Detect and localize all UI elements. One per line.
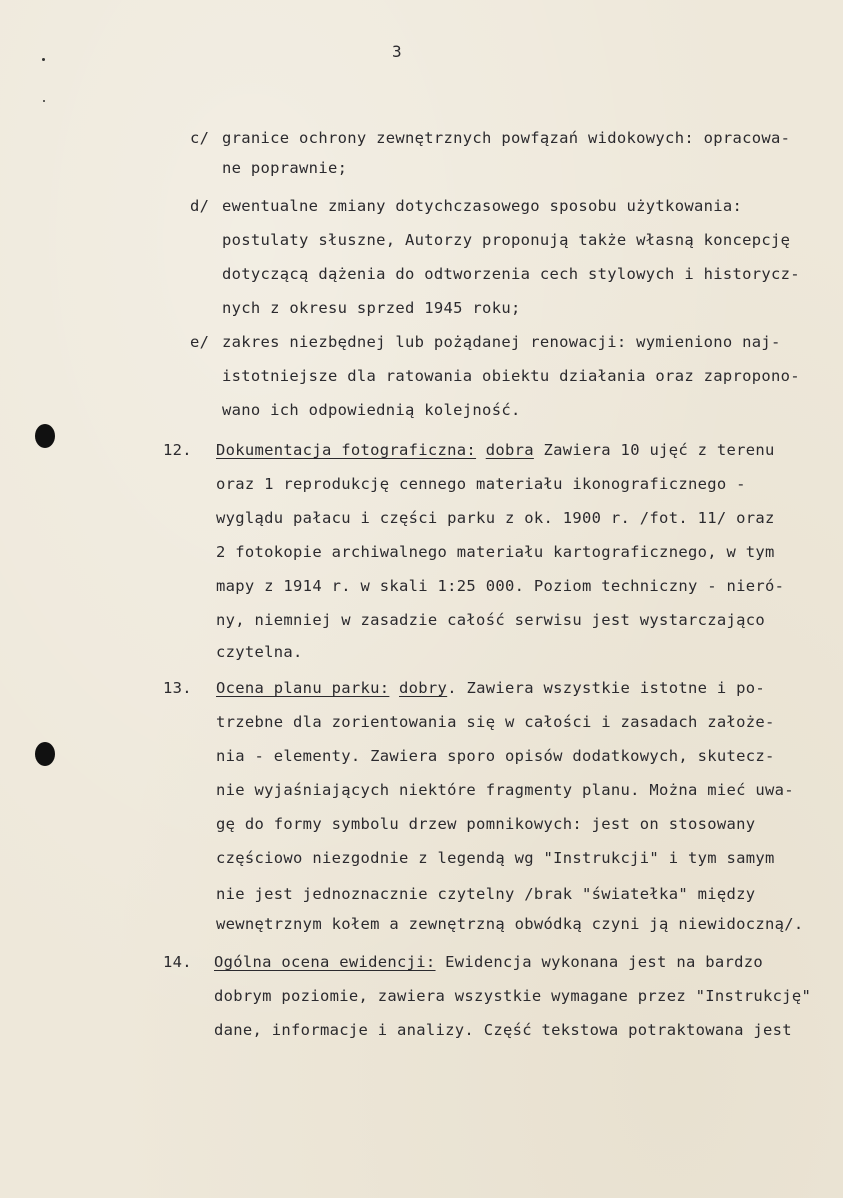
text-line [214, 952, 763, 972]
text-segment: nie wyjaśniających niektóre fragmenty planu. Można mieć uwa- [216, 781, 794, 799]
text-segment: istotniejsze dla ratowania obiektu działania oraz zapropono- [222, 367, 800, 385]
text-segment: zakres niezbędnej lub pożądanej renowacji: wymieniono naj- [222, 333, 781, 351]
text-segment: granice ochrony zewnętrznych powfązań widokowych: opracowa- [222, 129, 791, 147]
text-segment: wano ich odpowiednią kolejność. [222, 401, 521, 419]
text-line [216, 914, 804, 934]
text-segment: częściowo niezgodnie z legendą wg "Instrukcji" i tym samym [216, 849, 775, 867]
text-segment: 2 fotokopie archiwalnego materiału kartograficznego, w tym [216, 543, 775, 561]
text-segment: . Zawiera wszystkie istotne i po- [447, 679, 766, 697]
text-line [216, 678, 765, 698]
text-segment: nia - elementy. Zawiera sporo opisów dodatkowych, skutecz- [216, 747, 775, 765]
text-segment: dobrym poziomie, zawiera wszystkie wymagane przez "Instrukcję" [214, 987, 812, 1005]
underlined-heading: Ogólna ocena ewidencji: [214, 953, 436, 971]
text-line [222, 196, 742, 216]
text-line [216, 848, 775, 868]
text-line [216, 440, 775, 460]
text-segment [389, 679, 399, 697]
text-line [216, 642, 303, 662]
text-segment: nych z okresu sprzed 1945 roku; [222, 299, 521, 317]
text-segment: Zawiera 10 ujęć z terenu [533, 441, 775, 459]
text-segment: wewnętrznym kołem a zewnętrzną obwódką czyni ją niewidoczną/. [216, 915, 804, 933]
item-marker: e/ [190, 333, 210, 351]
item-marker: c/ [190, 129, 210, 147]
text-line [216, 474, 746, 494]
text-line [222, 230, 790, 250]
text-line [216, 814, 755, 834]
text-segment: trzebne dla zorientowania się w całości i zasadach założe- [216, 713, 775, 731]
text-segment: ny, niemniej w zasadzie całość serwisu jest wystarczająco [216, 611, 766, 629]
text-line [222, 264, 800, 284]
text-line [222, 158, 347, 178]
text-line [216, 542, 775, 562]
text-line [222, 366, 800, 386]
punch-hole-top [35, 424, 55, 448]
punch-hole-bottom [35, 742, 55, 766]
item-marker: 14. [163, 953, 192, 971]
text-segment: oraz 1 reprodukcję cennego materiału ikonograficznego - [216, 475, 746, 493]
text-segment [476, 441, 486, 459]
text-line [222, 400, 521, 420]
underlined-heading: Ocena planu parku: [216, 679, 390, 697]
text-segment: ewentualne zmiany dotychczasowego sposobu użytkowania: [222, 197, 743, 215]
text-line [222, 332, 781, 352]
text-line [216, 576, 784, 596]
text-segment: ne poprawnie; [222, 159, 348, 177]
page-number: 3 [392, 42, 403, 61]
underlined-heading: dobry [399, 679, 448, 697]
text-segment: gę do formy symbolu drzew pomnikowych: jest on stosowany [216, 815, 756, 833]
text-segment: dotyczącą dążenia do odtworzenia cech stylowych i historycz- [222, 265, 800, 283]
text-line [216, 884, 755, 904]
text-line [216, 746, 775, 766]
text-line [216, 780, 794, 800]
text-line [214, 1020, 792, 1040]
text-line [214, 986, 811, 1006]
text-segment: wyglądu pałacu i części parku z ok. 1900 r. /fot. 11/ oraz [216, 509, 775, 527]
text-line [222, 128, 790, 148]
text-line [216, 610, 765, 630]
paper-speck [43, 100, 45, 102]
paper-speck [42, 58, 45, 61]
text-line [216, 712, 775, 732]
text-segment: Ewidencja wykonana jest na bardzo [435, 953, 764, 971]
item-marker: d/ [190, 197, 210, 215]
text-segment: czytelna. [216, 643, 303, 661]
underlined-heading: Dokumentacja fotograficzna: [216, 441, 477, 459]
underlined-heading: dobra [485, 441, 534, 459]
text-segment: mapy z 1914 r. w skali 1:25 000. Poziom techniczny - nieró- [216, 577, 785, 595]
text-segment: postulaty słuszne, Autorzy proponują także własną koncepcję [222, 231, 791, 249]
text-line [216, 508, 775, 528]
item-marker: 12. [163, 441, 192, 459]
item-marker: 13. [163, 679, 192, 697]
text-line [222, 298, 521, 318]
text-segment: dane, informacje i analizy. Część tekstowa potraktowana jest [214, 1021, 792, 1039]
text-segment: nie jest jednoznacznie czytelny /brak "światełka" między [216, 885, 756, 903]
